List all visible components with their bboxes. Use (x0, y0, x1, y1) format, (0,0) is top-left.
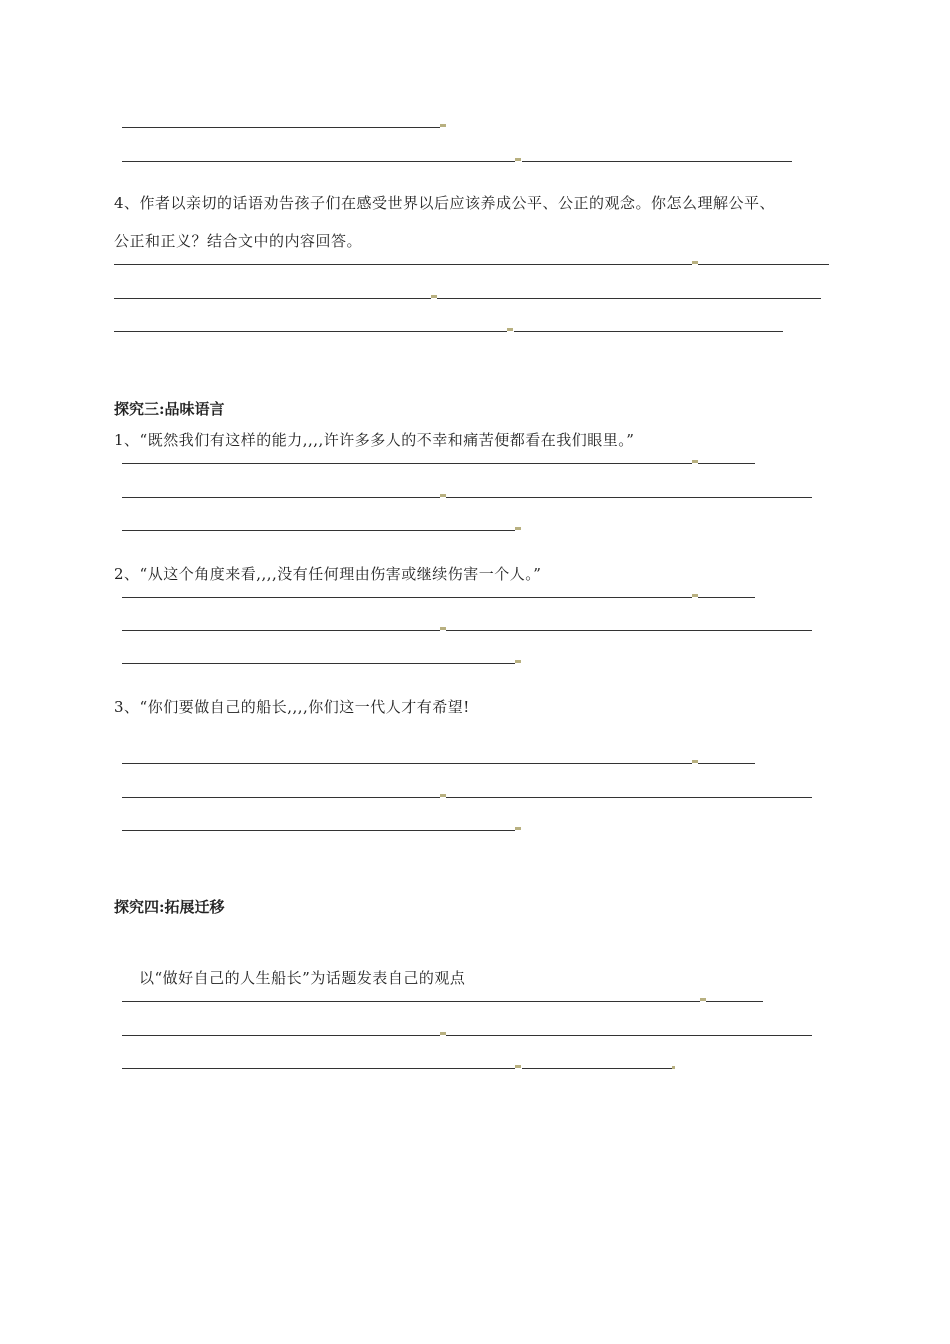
answer-line (122, 497, 440, 498)
section-4-prompt: 以“做好自己的人生船长”为话题发表自己的观点 (139, 969, 466, 987)
answer-line (114, 264, 692, 265)
answer-line (446, 497, 812, 498)
line-marker (515, 660, 521, 663)
line-marker (515, 158, 521, 161)
answer-line (437, 298, 821, 299)
answer-line (698, 264, 829, 265)
answer-line (122, 597, 692, 598)
answer-line (122, 530, 515, 531)
answer-line (122, 830, 515, 831)
answer-line (698, 763, 755, 764)
answer-line (122, 1001, 700, 1002)
question-4-line-1: 4、作者以亲切的话语劝告孩子们在感受世界以后应该养成公平、公正的观念。你怎么理解公平、 (114, 194, 776, 212)
answer-line (698, 463, 755, 464)
answer-line (522, 1068, 672, 1069)
answer-line (446, 797, 812, 798)
line-marker (672, 1066, 675, 1069)
line-marker (440, 124, 446, 127)
section-4-heading: 探究四:拓展迁移 (114, 898, 225, 916)
answer-line (122, 1035, 440, 1036)
answer-line (514, 331, 783, 332)
answer-line (122, 630, 440, 631)
answer-line (122, 161, 515, 162)
line-marker (515, 1065, 521, 1068)
answer-line (522, 161, 792, 162)
section-3-item-1: 1、“既然我们有这样的能力,,,,许许多多人的不幸和痛苦便都看在我们眼里。” (114, 431, 635, 449)
line-marker (507, 328, 513, 331)
line-marker (515, 827, 521, 830)
section-3-heading: 探究三:品味语言 (114, 400, 225, 418)
section-3-item-3: 3、“你们要做自己的船长,,,,你们这一代人才有希望! (114, 698, 470, 716)
answer-line (122, 1068, 515, 1069)
answer-line (122, 463, 692, 464)
answer-line (122, 127, 440, 128)
answer-line (446, 1035, 812, 1036)
answer-line (122, 763, 692, 764)
answer-line (706, 1001, 763, 1002)
answer-line (698, 597, 755, 598)
answer-line (114, 298, 431, 299)
answer-line (446, 630, 812, 631)
question-4-line-2: 公正和正义？结合文中的内容回答。 (114, 232, 363, 250)
answer-line (122, 663, 515, 664)
section-3-item-2: 2、“从这个角度来看,,,,没有任何理由伤害或继续伤害一个人。” (114, 565, 542, 583)
answer-line (114, 331, 507, 332)
answer-line (122, 797, 440, 798)
line-marker (515, 527, 521, 530)
